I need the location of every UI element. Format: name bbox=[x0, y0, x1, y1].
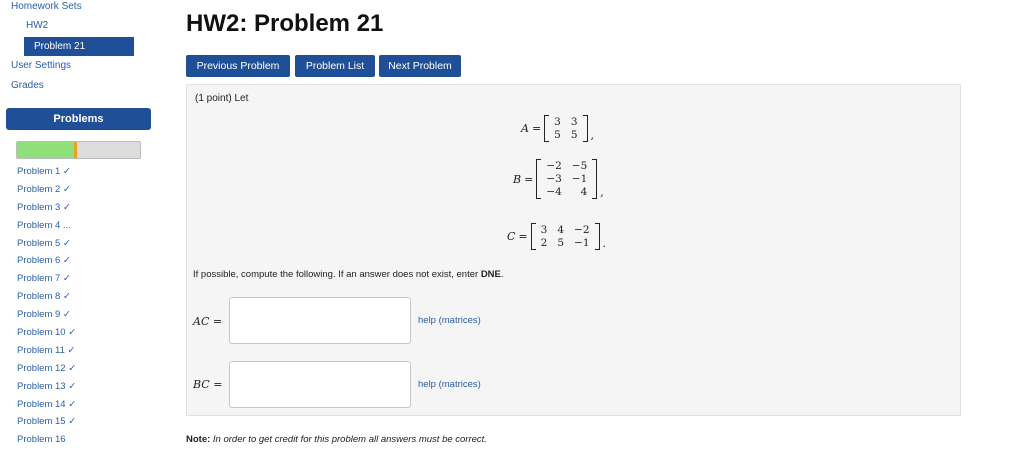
problems-header: Problems bbox=[6, 108, 151, 130]
main-content bbox=[186, 0, 962, 452]
matrix-b bbox=[513, 159, 604, 199]
dne-keyword: DNE bbox=[480, 269, 501, 280]
right-bracket bbox=[583, 115, 588, 142]
matrix-a bbox=[521, 115, 594, 142]
matrix-c-label: C bbox=[507, 230, 516, 243]
progress-fill bbox=[17, 142, 75, 158]
instructions bbox=[193, 269, 504, 280]
problem-list-item[interactable]: Problem 1 ✓ bbox=[17, 166, 71, 177]
matrix-cell: 5 bbox=[570, 129, 578, 141]
matrix-cell: 3 bbox=[554, 116, 561, 128]
matrix-c-punct: . bbox=[602, 237, 606, 250]
current-problem-link[interactable]: Problem 21 bbox=[24, 37, 134, 56]
problem-list-item[interactable]: Problem 7 ✓ bbox=[17, 273, 71, 285]
problem-list-item[interactable]: Problem 6 ✓ bbox=[17, 255, 71, 267]
instructions-text: If possible, compute the following. If an answer does not exist, enter bbox=[193, 269, 481, 280]
matrix-cell: 4 bbox=[580, 186, 588, 198]
matrix-cell: 3 bbox=[570, 116, 578, 128]
sidebar bbox=[0, 0, 160, 452]
problem-list-item[interactable]: Problem 10 ✓ bbox=[17, 327, 77, 339]
matrix-a-label: A bbox=[521, 122, 529, 135]
matrix-cell: −1 bbox=[571, 173, 588, 185]
problem-list-item[interactable]: Problem 8 ✓ bbox=[17, 291, 71, 303]
ac-help-link[interactable]: help (matrices) bbox=[418, 315, 481, 326]
matrix-a-equals: = bbox=[531, 122, 542, 135]
problem-list-item[interactable]: Problem 16 bbox=[17, 434, 66, 446]
problem-list-item[interactable]: Problem 14 ✓ bbox=[17, 398, 77, 410]
user-settings-link[interactable]: User Settings bbox=[11, 60, 72, 71]
next-problem-button[interactable]: Next Problem bbox=[379, 55, 461, 77]
problem-intro: (1 point) Let bbox=[195, 93, 249, 104]
right-bracket bbox=[592, 159, 597, 199]
ac-answer-input[interactable] bbox=[229, 297, 411, 344]
matrix-cell: −2 bbox=[574, 224, 590, 236]
instructions-end: . bbox=[500, 269, 504, 280]
progress-bar bbox=[16, 141, 141, 159]
matrix-cell: −2 bbox=[546, 160, 562, 172]
problem-list-item[interactable]: Problem 3 ✓ bbox=[17, 201, 71, 213]
bc-label: BC = bbox=[193, 378, 223, 391]
ac-label: AC = bbox=[193, 315, 223, 328]
problem-list-item[interactable]: Problem 2 ✓ bbox=[17, 183, 71, 195]
problem-list-item[interactable]: Problem 11 ✓ bbox=[17, 344, 76, 356]
matrix-b-label: B bbox=[513, 172, 522, 186]
problem-list-item[interactable]: Problem 13 ✓ bbox=[17, 380, 77, 392]
homework-sets-link[interactable]: Homework Sets bbox=[11, 1, 82, 12]
problem-list-item[interactable]: Problem 12 ✓ bbox=[17, 362, 77, 374]
matrix-cell: 3 bbox=[540, 224, 548, 236]
matrix-cell: −3 bbox=[546, 173, 562, 185]
matrix-b-equals: = bbox=[524, 172, 534, 186]
matrix-cell: −4 bbox=[546, 186, 562, 198]
problem-list-item[interactable]: Problem 5 ✓ bbox=[17, 237, 71, 249]
matrix-cell: −5 bbox=[571, 160, 588, 172]
matrix-c bbox=[507, 223, 606, 250]
hw2-link[interactable]: HW2 bbox=[26, 20, 49, 31]
progress-marker bbox=[74, 142, 77, 158]
bc-help-link[interactable]: help (matrices) bbox=[418, 379, 481, 390]
matrix-a-cells bbox=[549, 115, 582, 142]
matrix-c-cells bbox=[536, 223, 595, 250]
bc-answer-input[interactable] bbox=[229, 361, 411, 408]
note-text: In order to get credit for this problem all answers must be correct. bbox=[212, 434, 487, 445]
note-label: Note: bbox=[186, 434, 211, 445]
matrix-b-punct: , bbox=[600, 186, 604, 199]
matrix-cell: 4 bbox=[557, 224, 565, 236]
matrix-b-cells bbox=[541, 159, 592, 199]
problem-list bbox=[17, 163, 76, 449]
problem-list-item[interactable]: Problem 9 ✓ bbox=[17, 309, 71, 321]
matrix-c-equals: = bbox=[518, 230, 528, 243]
problem-list-item[interactable]: Problem 15 ✓ bbox=[17, 416, 77, 428]
right-bracket bbox=[595, 223, 600, 250]
matrix-cell: −1 bbox=[574, 237, 590, 249]
problem-list-button[interactable]: Problem List bbox=[295, 55, 375, 77]
problem-list-item[interactable]: Problem 4 ... bbox=[17, 219, 71, 231]
previous-problem-button[interactable]: Previous Problem bbox=[186, 55, 290, 77]
matrix-cell: 2 bbox=[540, 237, 548, 249]
matrix-cell: 5 bbox=[554, 129, 561, 141]
matrix-a-punct: , bbox=[590, 129, 595, 142]
note bbox=[186, 434, 487, 445]
matrix-cell: 5 bbox=[557, 237, 565, 249]
page-title: HW2: Problem 21 bbox=[186, 10, 384, 37]
problem-panel bbox=[186, 84, 961, 416]
grades-link[interactable]: Grades bbox=[11, 80, 44, 91]
